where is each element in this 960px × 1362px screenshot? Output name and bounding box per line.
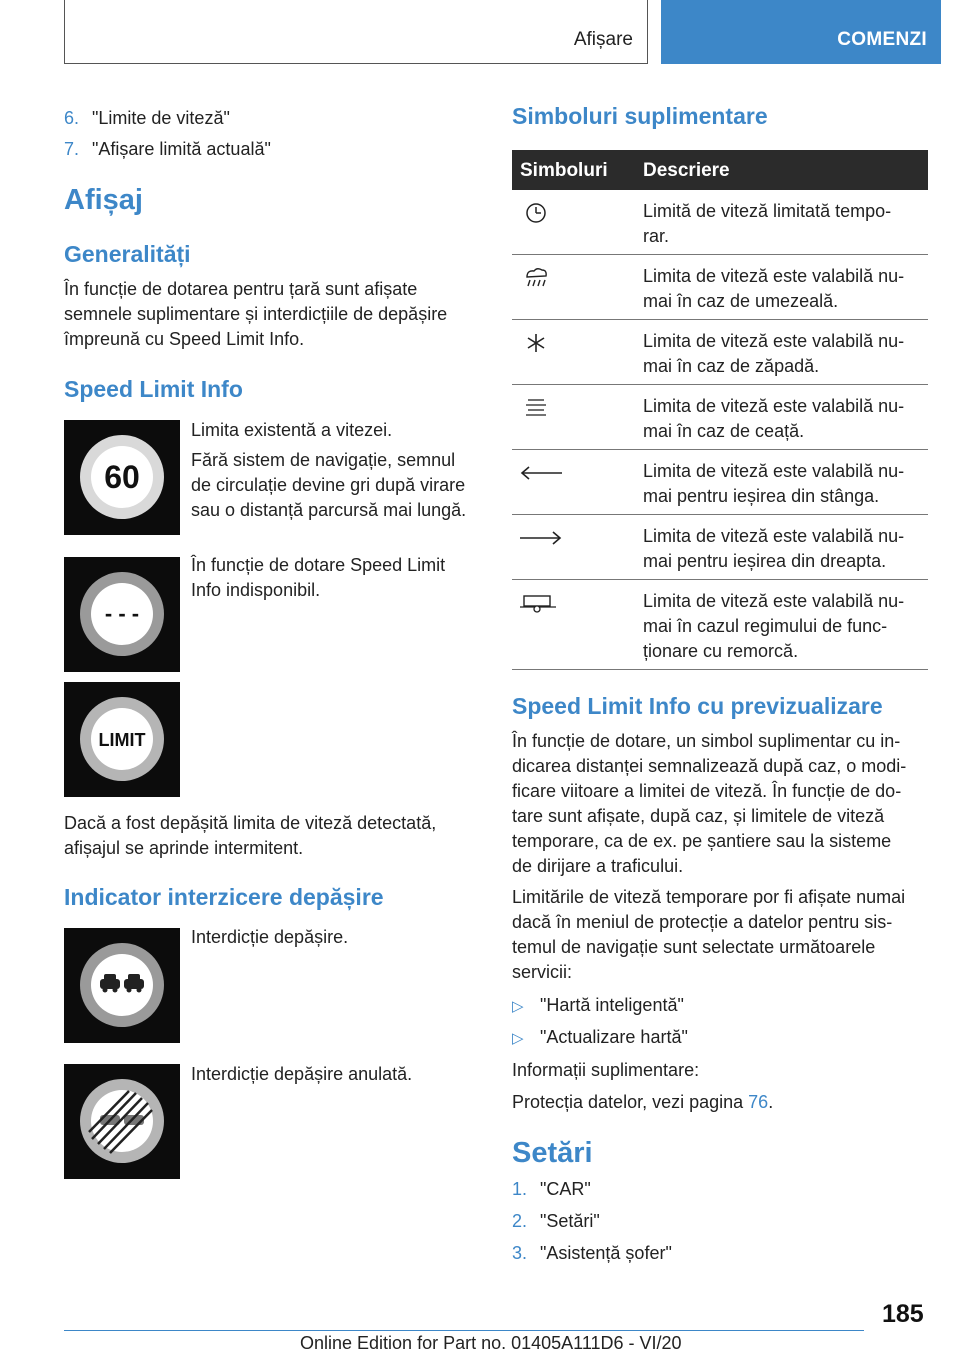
ref-suffix: . [768,1092,774,1112]
limit-sign [64,682,180,797]
chapter-title: COMENZI [837,29,927,50]
table-row [512,385,928,450]
bullet-marker: ▷ [512,998,524,1015]
text-line: mai în caz de ceață. [643,421,805,441]
step-number: 3. [512,1243,528,1263]
speed-limit-60-sign [64,420,180,535]
text-line: În funcție de dotare Speed Limit [191,555,446,575]
text-line: semnele suplimentare și interdicțiile de depășire [64,304,448,324]
text-line: Limita de viteză este valabilă nu- [643,461,905,481]
step-text: "Afișare limită actuală" [92,139,271,159]
heading-speed-limit-info: Speed Limit Info [64,376,243,402]
settings-step [512,1177,591,1202]
heading-overtaking: Indicator interzicere depășire [64,884,384,910]
heading-generalitati: Generalități [64,241,191,267]
text-line: afișajul se aprinde intermitent. [64,838,304,858]
snowflake-icon [518,332,554,354]
text-line: Dacă a fost depășită limita de viteză detectată, [64,813,437,833]
step-text: "CAR" [540,1179,591,1199]
text-line: mai în caz de umezeală. [643,291,839,311]
text-line: tare sunt afișate, după caz, și limitele de viteză [512,806,885,826]
end-no-overtaking-sign [64,1064,180,1179]
heading-additional-symbols: Simboluri suplimentare [512,103,768,129]
table-row [512,450,928,515]
footer-divider [64,1330,864,1331]
text-line: sau o distanță parcursă mai lungă. [191,500,467,520]
text-line: mai pentru ieșirea din stânga. [643,486,880,506]
text-line: Limita de viteză este valabilă nu- [643,266,905,286]
settings-step [512,1209,600,1234]
sign-value: LIMIT [98,730,146,750]
text-line: împreună cu Speed Limit Info. [64,329,305,349]
text-line: dacă în meniul de protecție a datelor pentru sis- [512,912,893,932]
step-7 [64,137,271,162]
page-link[interactable]: 76 [748,1092,769,1112]
more-info-label: Informații suplimentare: [512,1060,700,1080]
text-line: dicarea distanței semnalizează după caz, o modi- [512,756,907,776]
page-number: 185 [882,1300,924,1328]
heading-settings: Setări [512,1137,593,1169]
bullet-text: "Actualizare hartă" [540,1027,688,1047]
text-line: mai în caz de zăpadă. [643,356,820,376]
ref-text: Protecția datelor, vezi pagina [512,1092,749,1112]
text-line: Limitările de viteză temporare por fi afișate numai [512,887,906,907]
fog-icon [518,397,554,419]
heading-speed-limit-preview: Speed Limit Info cu previzualizare [512,693,883,719]
bullet-text: "Hartă inteligentă" [540,995,684,1015]
text-line: Limita de viteză este valabilă nu- [643,331,905,351]
sign1-caption: Limita existentă a vitezei. [191,420,393,440]
symbols-table [512,150,928,670]
overtake1-caption: Interdicție depășire. [191,927,349,947]
text-line: mai în cazul regimului de func- [643,616,888,636]
section-title: Afișare [573,29,633,50]
step-text: "Asistență șofer" [540,1243,672,1263]
text-line: În funcție de dotarea pentru țară sunt afișate [64,279,418,299]
table-row [512,255,928,320]
sign2-paragraph [191,553,445,603]
text-line: mai pentru ieșirea din dreapta. [643,551,887,571]
text-line: Fără sistem de navigație, semnul [191,450,456,470]
text-line: temporare, ca de ex. pe șantiere sau la sisteme [512,831,892,851]
text-line: Limita de viteză este valabilă nu- [643,526,905,546]
overtake2-caption: Interdicție depășire anulată. [191,1064,413,1084]
text-line: Limită de viteză limitată tempo- [643,201,892,221]
edition-footer: Online Edition for Part no. 01405A111D6 - VI/20 [300,1333,682,1353]
step-text: "Limite de viteză" [92,108,230,128]
speed-limit-unavailable-sign [64,557,180,672]
step-number: 6. [64,108,80,128]
text-line: În funcție de dotare, un simbol suplimentar cu in- [512,731,901,751]
text-line: Info indisponibil. [191,580,321,600]
temp-limits-paragraph [512,885,905,985]
text-line: temul de navigație sunt selectate următoarele [512,937,876,957]
column-header-symbols: Simboluri [520,160,608,181]
header-chapter-tab [661,0,941,64]
header-section-tab [64,0,648,64]
text-line: ționare cu remorcă. [643,641,799,661]
data-protection-ref [512,1090,773,1115]
sign-value: - - - [104,601,140,626]
bullet-item [512,1025,688,1051]
generalitati-paragraph [64,277,447,352]
step-6 [64,106,230,131]
preview-paragraph [512,729,906,879]
table-row [512,190,928,255]
arrow-left-icon [518,462,564,484]
arrow-right-icon [518,527,564,549]
bullet-marker: ▷ [512,1030,524,1047]
clock-icon [518,202,554,224]
step-number: 2. [512,1211,528,1231]
bullet-item [512,993,684,1019]
sign-value: 60 [104,459,140,495]
text-line: rar. [643,226,670,246]
trailer-icon [518,592,558,614]
text-line: servicii: [512,962,573,982]
heading-afisaj: Afișaj [64,184,143,216]
table-row [512,515,928,580]
step-text: "Setări" [540,1211,600,1231]
step-number: 1. [512,1179,528,1199]
text-line: de dirijare a traficului. [512,856,684,876]
rain-icon [518,267,554,289]
table-row [512,320,928,385]
table-row [512,580,928,670]
text-line: Limita de viteză este valabilă nu- [643,396,905,416]
text-line: ficare viitoare a limitei de viteză. În funcție de do- [512,781,902,801]
no-overtaking-sign [64,928,180,1043]
exceeded-paragraph [64,811,436,861]
text-line: Limita de viteză este valabilă nu- [643,591,905,611]
table-header [512,150,928,190]
column-header-description: Descriere [643,160,730,181]
text-line: de circulație devine gri după virare [191,475,466,495]
settings-step [512,1241,672,1266]
sign1-paragraph [191,448,466,523]
step-number: 7. [64,139,80,159]
